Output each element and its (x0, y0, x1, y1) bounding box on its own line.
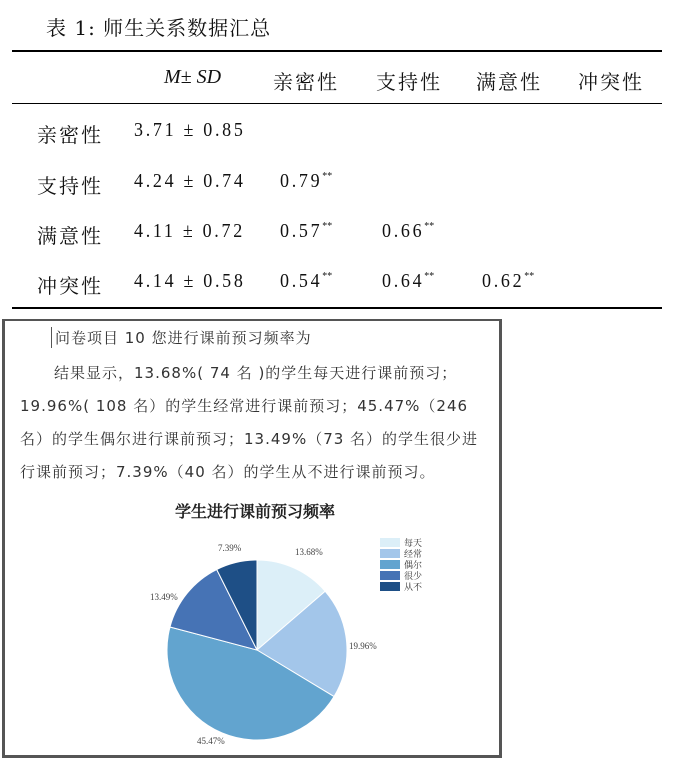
corr-cell: 0.54** (280, 270, 333, 292)
header-support: 支持性 (376, 70, 442, 94)
corr-cell: 0.66** (382, 220, 435, 242)
legend-item-often: 经常 (380, 548, 422, 558)
row-msd: 3.71 ± 0.85 (134, 119, 246, 141)
row-label: 支持性 (37, 174, 103, 198)
table-header-rule (12, 103, 662, 104)
label-sometimes: 45.47% (197, 736, 225, 746)
question-title: 问卷项目 10 您进行课前预习频率为 (51, 327, 312, 348)
header-msd: M± SD (164, 66, 222, 88)
result-paragraph: 结果显示，13.68%( 74 名 )的学生每天进行课前预习；19.96%( 108 名）的学生经常进行课前预习；45.47%（246 名）的学生偶尔进行课前预习；13.49%（73 名）的学生很少进行课前预习；7.39%（40 名）的学生从不进行课前预习。 (20, 364, 479, 481)
row-label: 亲密性 (37, 123, 103, 147)
corr-cell: 0.79** (280, 170, 333, 192)
legend-item-rarely: 很少 (380, 570, 422, 580)
header-conflict: 冲突性 (578, 70, 644, 94)
chart-legend (380, 537, 422, 592)
row-msd: 4.24 ± 0.74 (134, 170, 246, 192)
table-bottom-rule (12, 307, 662, 309)
header-intimacy: 亲密性 (273, 70, 339, 94)
legend-item-sometimes: 偶尔 (380, 559, 422, 569)
embedded-figure (2, 319, 502, 758)
row-msd: 4.11 ± 0.72 (134, 220, 245, 242)
chart-title: 学生进行课前预习频率 (174, 502, 335, 521)
label-daily: 13.68% (295, 547, 323, 557)
corr-cell: 0.64** (382, 270, 435, 292)
row-label: 满意性 (37, 224, 103, 248)
pie-chart (162, 555, 352, 745)
label-rarely: 13.49% (150, 592, 178, 602)
row-label: 冲突性 (37, 274, 103, 298)
header-satisfaction: 满意性 (476, 70, 542, 94)
label-often: 19.96% (349, 641, 377, 651)
corr-cell: 0.57** (280, 220, 333, 242)
table-top-rule (12, 50, 662, 52)
corr-cell: 0.62** (482, 270, 535, 292)
label-never: 7.39% (218, 543, 242, 553)
legend-item-daily: 每天 (380, 537, 422, 547)
table-caption: 表 1: 师生关系数据汇总 (46, 16, 272, 40)
row-msd: 4.14 ± 0.58 (134, 270, 246, 292)
legend-item-never: 从不 (380, 581, 422, 591)
